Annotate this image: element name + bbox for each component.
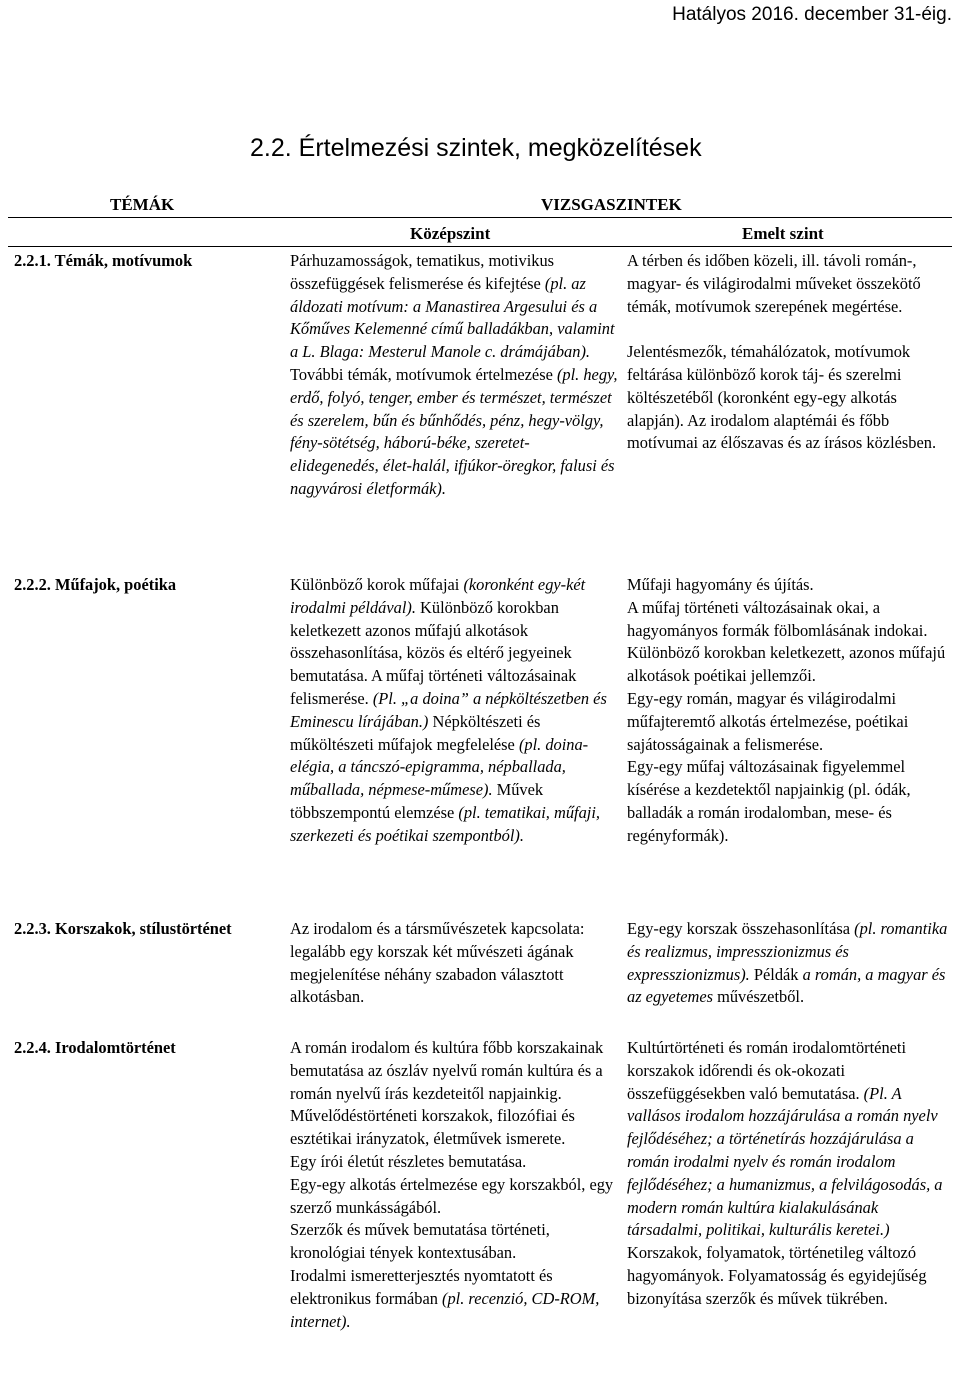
text-segment: Egy-egy korszak összehasonlítása xyxy=(627,919,855,938)
high-level-cell xyxy=(627,1037,953,1311)
italic-text-segment: (pl. tematikai, műfaji, szerkezeti és poétikai szempontból). xyxy=(290,802,600,845)
high-level-cell xyxy=(627,250,953,455)
topic-cell: 2.2.1. Témák, motívumok xyxy=(14,251,193,270)
text-segment: Példák xyxy=(749,964,803,984)
text-segment: Párhuzamosságok, tematikus, motivikus összefüggések felismerése és kifejtése xyxy=(290,251,555,293)
mid-level-cell xyxy=(290,574,618,848)
text-segment: Jelentésmezők, témahálózatok, motívumok feltárása különböző korok táj- és szerelmi költészetéből (koronként egy-egy alkotás alapján). Az irodalom alaptémái és főbb motívumai az élőszavas és az írásos közlésben. xyxy=(627,342,937,453)
text-segment: Az irodalom és a társművészetek kapcsolata: legalább egy korszak két művészeti ágának megjelenítése néhány szabadon választott alkotásban. xyxy=(290,919,585,1007)
text-segment: Különböző korokban keletkezett azonos műfajú alkotások összehasonlítása, közös és eltérő jegyeinek bemutatása. A műfaj történeti változásainak felismerése. xyxy=(290,597,577,708)
topic-cell: 2.2.4. Irodalomtörténet xyxy=(14,1038,176,1057)
italic-text-segment: a román, a magyar és az egyetemes xyxy=(627,964,946,1007)
text-segment: Művelődéstörténeti korszakok, filozófiai és esztétikai irányzatok, életművek ismerete. xyxy=(290,1106,575,1149)
text-segment: Különböző korokban keletkezett, azonos műfajú alkotások poétikai jellemzői. xyxy=(627,643,946,686)
text-segment: Egy-egy alkotás értelmezése egy korszakból, egy szerző munkásságából. xyxy=(290,1174,614,1217)
text-segment: A térben és időben közeli, ill. távoli román-, magyar- és világirodalmi műveket összekötő témák, motívumok szerepének megértése. xyxy=(627,251,921,316)
mid-level-cell xyxy=(290,250,618,501)
text-segment: A műfaj történeti változásainak okai, a hagyományos formák fölbomlásának indokai. xyxy=(627,597,928,640)
italic-text-segment: (Pl. „a doina” a népköltészetben és Eminescu lírájában.) xyxy=(290,688,607,731)
text-segment: Szerzők és művek bemutatása történeti, kronológiai tények kontextusában. xyxy=(290,1220,550,1263)
high-level-cell xyxy=(627,918,953,1009)
italic-text-segment: (pl. doina-elégia, a táncszó-epigramma, népballada, műballada, népmese-műmese). xyxy=(290,734,589,800)
col-header-high-level: Emelt szint xyxy=(742,224,824,243)
italic-text-segment: (pl. az áldozati motívum: a Manastirea Argesului és a Kőműves Kelemenné című balladákban, valamint a L. Blaga: Mesterul Manole c. drámájában). xyxy=(290,273,615,362)
italic-text-segment: (Pl. A vallásos irodalom hozzájárulása a román nyelv fejlődéséhez; a történetírás hozzájárulása a román irodalmi nyelv és román irodalom fejlődéséhez; a humanizmus, a felvilágosodás, a modern román kultúra kialakulásának társadalmi, politikai, kulturális keretei.) xyxy=(627,1083,943,1240)
text-segment: Népköltészeti és műköltészeti műfajok megfelelése xyxy=(290,711,541,754)
section-title: 2.2. Értelmezési szintek, megközelítések xyxy=(250,134,702,162)
text-segment: művészetből. xyxy=(713,987,805,1007)
header-rule xyxy=(8,217,952,218)
col-header-mid-level: Középszint xyxy=(410,224,491,243)
text-segment: Műfaji hagyomány és újítás. xyxy=(627,575,814,594)
subheader-rule xyxy=(8,246,952,247)
text-segment: További témák, motívumok értelmezése xyxy=(290,364,557,384)
paragraph-gap xyxy=(627,318,953,341)
mid-level-cell xyxy=(290,918,618,1009)
mid-level-cell xyxy=(290,1037,618,1333)
text-segment: Egy-egy műfaj változásainak figyelemmel kísérése a kezdetektől napjainkig (pl. ódák, balladák a román irodalomban, mese- és regényformák). xyxy=(627,757,911,845)
text-segment: Egy írói életút részletes bemutatása. xyxy=(290,1151,527,1171)
italic-text-segment: (koronként egy-két irodalmi példával). xyxy=(290,575,586,617)
text-segment: Korszakok, folyamatok, történetileg változó hagyományok. Folyamatosság és egyidejűség bizonyítása szerzők és művek tükrében. xyxy=(627,1243,927,1308)
italic-text-segment: (pl. romantika és realizmus, impresszionizmus és expresszionizmus). xyxy=(627,919,948,984)
text-segment: Irodalmi ismeretterjesztés nyomtatott és elektronikus formában xyxy=(290,1265,553,1308)
col-header-exam-levels: VIZSGASZINTEK xyxy=(541,195,682,214)
italic-text-segment: (pl. recenzió, CD-ROM, internet). xyxy=(290,1288,600,1331)
text-segment: A román irodalom és kultúra főbb korszakainak bemutatása az ószláv nyelvű román kultúra és a román nyelvű írás kezdeteitől napjainkig. xyxy=(290,1038,604,1103)
italic-text-segment: (pl. hegy, erdő, folyó, tenger, ember és természet, természet és szerelem, bűn és bűnhődés, pénz, hegy-völgy, fény-sötétség, háború-béke, szeretet-elidegenedés, élet-halál, ifjúkor-öregkor, falusi és nagyvárosi életformák). xyxy=(290,364,618,498)
validity-note: Hatályos 2016. december 31-éig. xyxy=(672,4,952,25)
col-header-topics: TÉMÁK xyxy=(110,195,175,214)
topic-cell: 2.2.2. Műfajok, poétika xyxy=(14,575,177,594)
text-segment: Különböző korok műfajai xyxy=(290,575,464,594)
text-segment: Művek többszempontú elemzése xyxy=(290,780,544,822)
high-level-cell xyxy=(627,574,953,848)
text-segment: Kultúrtörténeti és román irodalomtörténeti korszakok időrendi és ok-okozati összefüggésekben való bemutatása. xyxy=(627,1038,907,1103)
text-segment: Egy-egy román, magyar és világirodalmi műfajteremtő alkotás értelmezése, poétikai sajátosságainak a felismerése. xyxy=(627,688,909,754)
topic-cell: 2.2.3. Korszakok, stílustörténet xyxy=(14,919,232,938)
